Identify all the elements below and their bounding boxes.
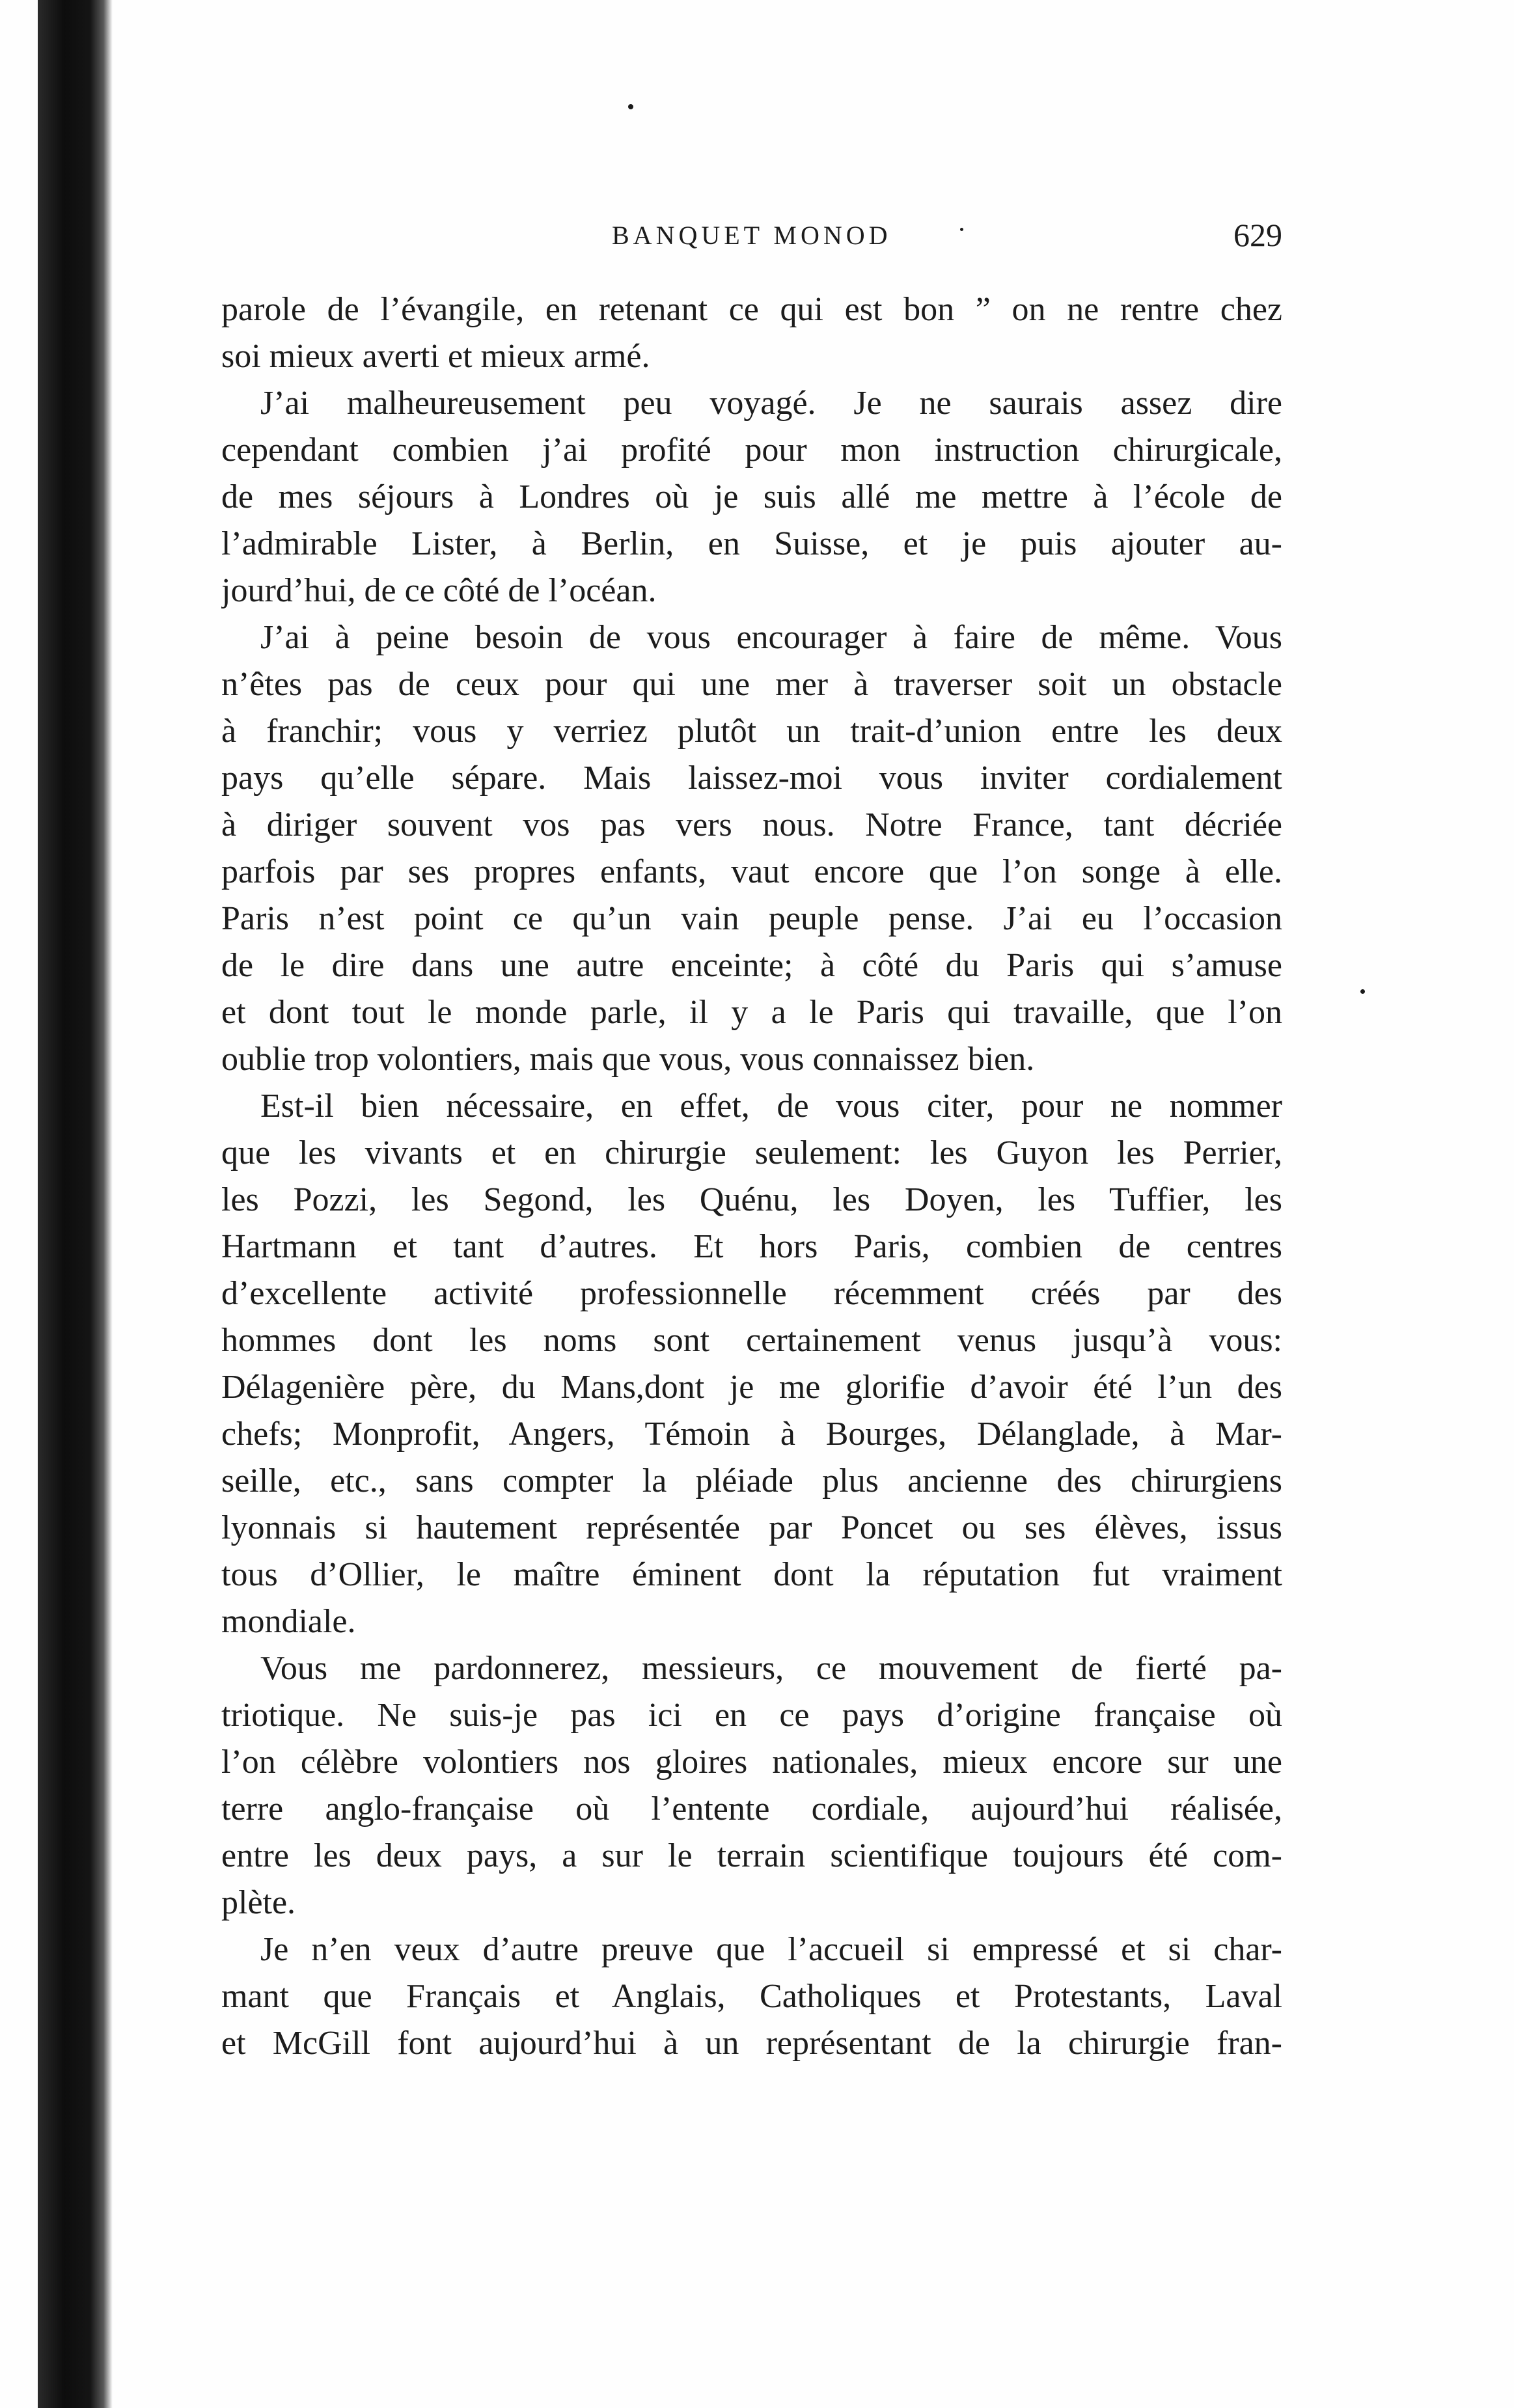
page-number: 629 (1233, 217, 1282, 253)
page-header (221, 217, 1282, 259)
text-line: l’admirable Lister, à Berlin, en Suisse, et je puis ajouter au- (221, 525, 1282, 562)
text-line: Est-il bien nécessaire, en effet, de vous citer, pour ne nommer (260, 1088, 1282, 1125)
body-text (221, 286, 1282, 2067)
text-line: lyonnais si hautement représentée par Poncet ou ses élèves, issus (221, 1509, 1282, 1546)
text-line: à diriger souvent vos pas vers nous. Notre France, tant décriée (221, 806, 1282, 843)
book-binding-edge (38, 0, 113, 2408)
text-line: Vous me pardonnerez, messieurs, ce mouvement de fierté pa- (260, 1650, 1282, 1687)
text-line: J’ai malheureusement peu voyagé. Je ne saurais assez dire (260, 385, 1282, 422)
text-line: plète. (221, 1884, 296, 1921)
text-line: Hartmann et tant d’autres. Et hors Paris, combien de centres (221, 1228, 1282, 1265)
text-line: pays qu’elle sépare. Mais laissez-moi vous inviter cordialement (221, 759, 1282, 797)
text-line: et dont tout le monde parle, il y a le Paris qui travaille, que l’on (221, 994, 1282, 1031)
text-line: à franchir; vous y verriez plutôt un trait-d’union entre les deux (221, 713, 1282, 750)
text-line: Je n’en veux d’autre preuve que l’accueil si empressé et si char- (260, 1931, 1282, 1968)
text-line: cependant combien j’ai profité pour mon instruction chirurgicale, (221, 431, 1282, 469)
text-line: seille, etc., sans compter la pléiade plus ancienne des chirurgiens (221, 1462, 1282, 1499)
text-line: jourd’hui, de ce côté de l’océan. (221, 572, 657, 609)
text-line: triotique. Ne suis-je pas ici en ce pays d’origine française où (221, 1697, 1282, 1734)
text-line: parfois par ses propres enfants, vaut encore que l’on songe à elle. (221, 853, 1282, 890)
text-line: n’êtes pas de ceux pour qui une mer à traverser soit un obstacle (221, 666, 1282, 703)
text-line: hommes dont les noms sont certainement venus jusqu’à vous: (221, 1322, 1282, 1359)
text-line: de le dire dans une autre enceinte; à côté du Paris qui s’amuse (221, 947, 1282, 984)
scan-speck (1360, 989, 1365, 994)
text-line: de mes séjours à Londres où je suis allé me mettre à l’école de (221, 478, 1282, 515)
text-line: d’excellente activité professionnelle récemment créés par des (221, 1275, 1282, 1312)
text-line: Délagenière père, du Mans,dont je me glorifie d’avoir été l’un des (221, 1369, 1282, 1406)
text-line: Paris n’est point ce qu’un vain peuple pense. J’ai eu l’occasion (221, 900, 1282, 937)
scan-speck (628, 104, 633, 109)
text-line: et McGill font aujourd’hui à un représentant de la chirurgie fran- (221, 2025, 1282, 2062)
text-line: entre les deux pays, a sur le terrain scientifique toujours été com- (221, 1837, 1282, 1874)
text-line: l’on célèbre volontiers nos gloires nationales, mieux encore sur une (221, 1744, 1282, 1781)
text-line: parole de l’évangile, en retenant ce qui est bon ” on ne rentre chez (221, 291, 1282, 328)
text-line: que les vivants et en chirurgie seulement: les Guyon les Perrier, (221, 1134, 1282, 1171)
text-line: tous d’Ollier, le maître éminent dont la réputation fut vraiment (221, 1556, 1282, 1593)
text-line: mondiale. (221, 1603, 356, 1640)
text-line: les Pozzi, les Segond, les Quénu, les Doyen, les Tuffier, les (221, 1181, 1282, 1218)
running-title: BANQUET MONOD (612, 221, 892, 250)
text-line: oublie trop volontiers, mais que vous, vous connaissez bien. (221, 1041, 1035, 1078)
text-line: chefs; Monprofit, Angers, Témoin à Bourges, Délanglade, à Mar- (221, 1416, 1282, 1453)
text-line: soi mieux averti et mieux armé. (221, 338, 650, 375)
text-line: terre anglo-française où l’entente cordiale, aujourd’hui réalisée, (221, 1790, 1282, 1827)
text-line: J’ai à peine besoin de vous encourager à faire de même. Vous (260, 619, 1282, 656)
text-line: mant que Français et Anglais, Catholiques et Protestants, Laval (221, 1978, 1282, 2015)
